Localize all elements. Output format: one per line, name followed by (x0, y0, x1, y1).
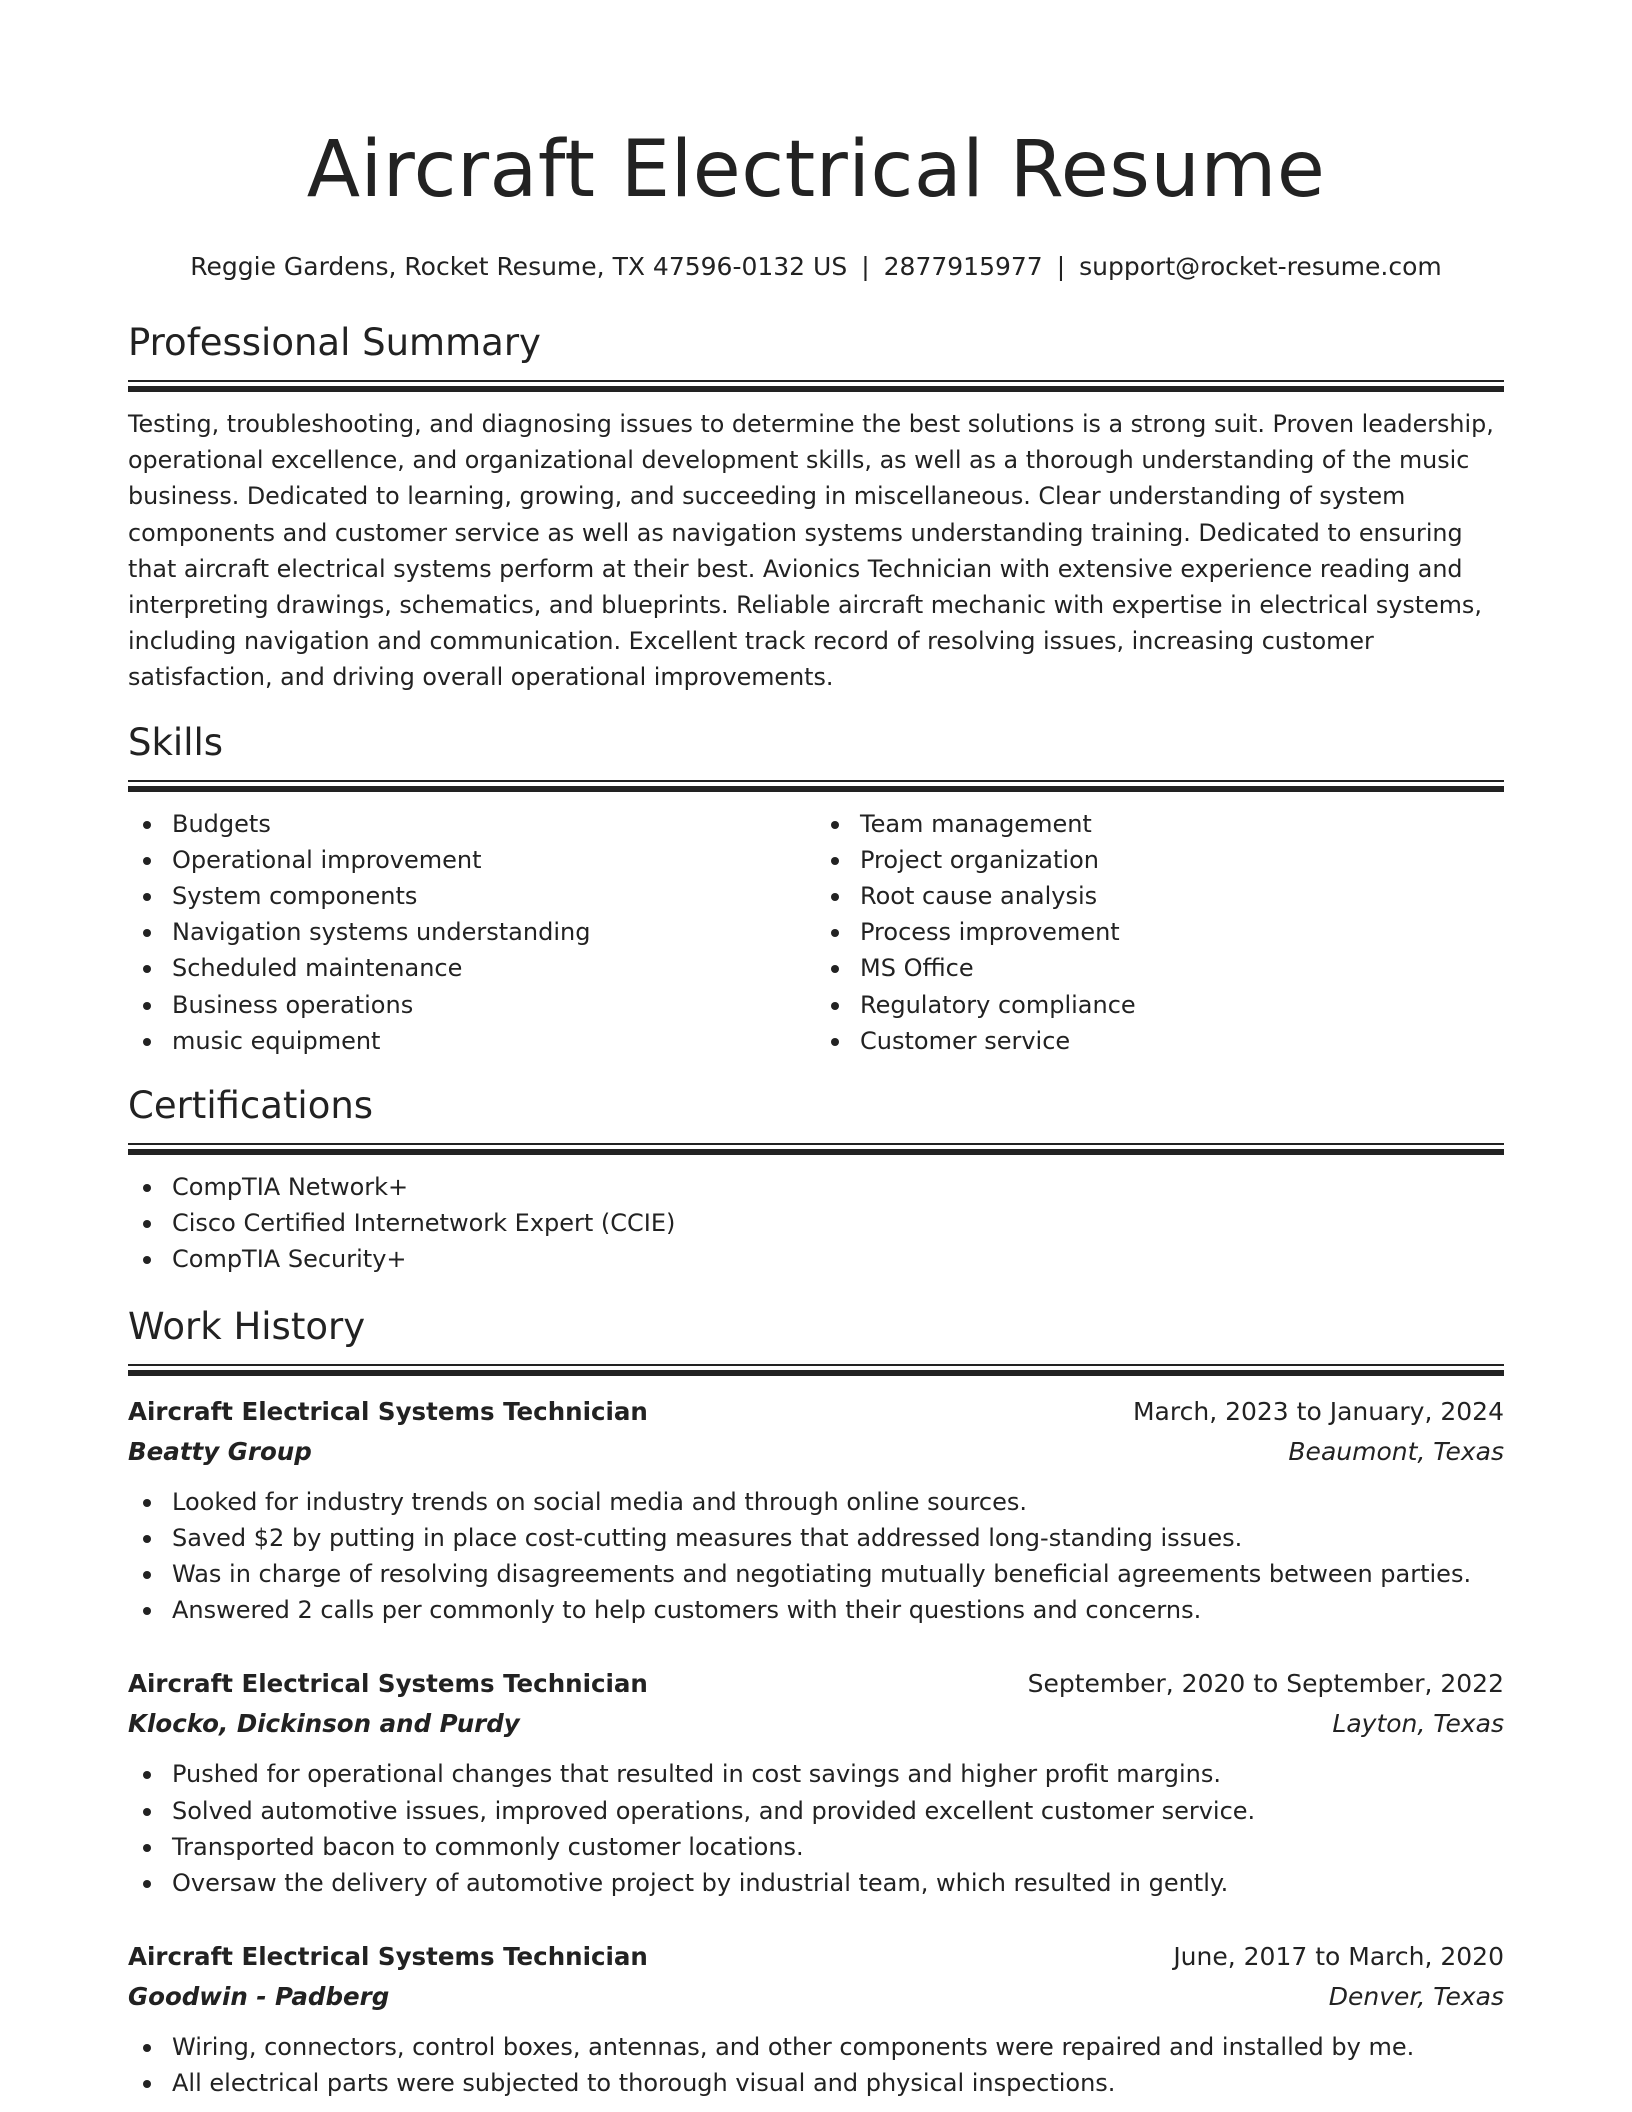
job-company-row (128, 1704, 1504, 1744)
skills-list-right (816, 806, 1504, 1059)
list-item-text: Pushed for operational changes that resulted in cost savings and higher profit margins. (172, 1760, 1221, 1789)
contact-email: support@rocket-resume.com (1079, 252, 1442, 281)
list-item-text: MS Office (860, 954, 974, 983)
section-heading-work: Work History (128, 1304, 366, 1348)
bullet-icon (143, 1808, 151, 1816)
job-dates: June, 2017 to March, 2020 (1173, 1942, 1504, 1972)
skills-section (128, 718, 1504, 1059)
list-item (128, 1756, 1504, 1792)
bullet-icon (143, 1880, 151, 1888)
job-entry (128, 1664, 1504, 1901)
bullet-icon (143, 965, 151, 973)
list-item (128, 1169, 1504, 1205)
list-item-text: Looked for industry trends on social media and through online sources. (172, 1487, 1027, 1516)
list-item-text: Budgets (172, 809, 271, 838)
list-item (128, 1241, 1504, 1277)
list-item (128, 1793, 1504, 1829)
list-item (128, 1865, 1504, 1901)
section-divider (128, 1143, 1504, 1155)
list-item-text: Scheduled maintenance (172, 954, 463, 983)
list-item-text: music equipment (172, 1026, 381, 1055)
job-company: Klocko, Dickinson and Purdy (128, 1709, 520, 1739)
bullet-icon (831, 857, 839, 865)
contact-address: Reggie Gardens, Rocket Resume, TX 47596-0132 US (190, 252, 848, 281)
section-divider (128, 780, 1504, 792)
section-heading-certifications: Certifications (128, 1084, 374, 1128)
job-bullets (128, 1484, 1504, 1629)
job-entry (128, 1937, 1504, 2101)
list-item-text: Solved automotive issues, improved operations, and provided excellent customer service. (172, 1796, 1256, 1825)
contact-line (128, 250, 1504, 284)
list-item-text: Process improvement (860, 918, 1120, 947)
bullet-icon (143, 893, 151, 901)
job-title-row (128, 1392, 1504, 1432)
list-item-text: CompTIA Security+ (172, 1245, 407, 1274)
list-item (128, 987, 816, 1023)
list-item (128, 842, 816, 878)
list-item-text: Customer service (860, 1026, 1071, 1055)
list-item (128, 1829, 1504, 1865)
work-jobs (128, 1392, 1504, 2102)
bullet-icon (143, 1220, 151, 1228)
bullet-icon (143, 1184, 151, 1192)
bullet-icon (831, 929, 839, 937)
job-location: Layton, Texas (1332, 1709, 1504, 1739)
list-item-text: Operational improvement (172, 845, 482, 874)
job-dates: March, 2023 to January, 2024 (1132, 1396, 1504, 1426)
list-item-text: Business operations (172, 990, 414, 1019)
list-item-text: Oversaw the delivery of automotive project by industrial team, which resulted in gently. (172, 1869, 1229, 1898)
list-item-text: System components (172, 882, 418, 911)
job-title: Aircraft Electrical Systems Technician (128, 1669, 648, 1699)
bullet-icon (143, 1844, 151, 1852)
list-item (816, 806, 1504, 842)
list-item (128, 1484, 1504, 1520)
list-item-text: Navigation systems understanding (172, 918, 591, 947)
list-item (128, 2029, 1504, 2065)
list-item-text: Saved $2 by putting in place cost-cutting measures that addressed long-standing issues. (172, 1523, 1243, 1552)
job-bullets (128, 2029, 1504, 2101)
list-item (128, 1023, 816, 1059)
job-title-row (128, 1664, 1504, 1704)
list-item-text: CompTIA Network+ (172, 1173, 409, 1202)
bullet-icon (143, 1535, 151, 1543)
list-item-text: All electrical parts were subjected to thorough visual and physical inspections. (172, 2069, 1116, 2098)
list-item (128, 1205, 1504, 1241)
work-section (128, 1302, 1504, 2102)
bullet-icon (143, 2080, 151, 2088)
list-item (816, 950, 1504, 986)
list-item-text: Project organization (860, 845, 1099, 874)
list-item (816, 987, 1504, 1023)
list-item (816, 842, 1504, 878)
summary-text: Testing, troubleshooting, and diagnosing issues to determine the best solutions is a strong suit. Proven leadership, operational excellence, and organizational development skills, as well as a thorough understanding of the music business. Dedicated to learning, growing, and succeeding in miscellaneous. Clear understanding of system components and customer service as well as navigation systems understanding training. Dedicated to ensuring that aircraft electrical systems perform at their best. Avionics Technician with extensive experience reading and interpreting drawings, schematics, and blueprints. Reliable aircraft mechanic with expertise in electrical systems, including navigation and communication. Excellent track record of resolving issues, increasing customer satisfaction, and driving overall operational improvements. (128, 410, 1494, 692)
section-heading-summary: Professional Summary (128, 321, 541, 364)
job-dates: September, 2020 to September, 2022 (1027, 1669, 1504, 1699)
job-title: Aircraft Electrical Systems Technician (128, 1942, 648, 1972)
skills-list-left (128, 806, 816, 1059)
list-item-text: Transported bacon to commonly customer locations. (172, 1832, 804, 1861)
contact-separator: | (861, 252, 870, 281)
list-item (816, 914, 1504, 950)
job-bullets (128, 1756, 1504, 1901)
list-item (128, 2065, 1504, 2101)
list-item-text: Answered 2 calls per commonly to help customers with their questions and concerns. (172, 1596, 1202, 1625)
job-company-row (128, 1977, 1504, 2017)
bullet-icon (143, 1571, 151, 1579)
bullet-icon (143, 1771, 151, 1779)
bullet-icon (831, 1038, 839, 1046)
summary-section (128, 318, 1504, 696)
bullet-icon (143, 929, 151, 937)
bullet-icon (143, 857, 151, 865)
bullet-icon (143, 1256, 151, 1264)
list-item (128, 914, 816, 950)
list-item (128, 806, 816, 842)
bullet-icon (831, 965, 839, 973)
list-item (816, 1023, 1504, 1059)
list-item (128, 878, 816, 914)
list-item (128, 1592, 1504, 1628)
job-title-row (128, 1937, 1504, 1977)
skills-grid (128, 806, 1504, 1059)
bullet-icon (831, 821, 839, 829)
bullet-icon (143, 1002, 151, 1010)
section-divider (128, 380, 1504, 392)
contact-phone: 2877915977 (883, 252, 1043, 281)
bullet-icon (831, 1002, 839, 1010)
bullet-icon (143, 821, 151, 829)
list-item (128, 1556, 1504, 1592)
contact-separator: | (1056, 252, 1066, 281)
job-location: Beaumont, Texas (1288, 1436, 1504, 1466)
resume-title: Aircraft Electrical Resume (306, 125, 1326, 215)
list-item (128, 950, 816, 986)
bullet-icon (143, 1038, 151, 1046)
section-heading-skills: Skills (128, 720, 224, 764)
bullet-icon (143, 2044, 151, 2052)
job-title: Aircraft Electrical Systems Technician (128, 1396, 648, 1426)
list-item (816, 878, 1504, 914)
list-item (128, 1520, 1504, 1556)
bullet-icon (831, 893, 839, 901)
list-item-text: Cisco Certified Internetwork Expert (CCIE) (172, 1209, 676, 1238)
bullet-icon (143, 1499, 151, 1507)
job-company-row (128, 1432, 1504, 1472)
section-divider (128, 1364, 1504, 1376)
list-item-text: Regulatory compliance (860, 990, 1136, 1019)
list-item-text: Root cause analysis (860, 882, 1098, 911)
certifications-list (128, 1169, 1504, 1278)
list-item-text: Team management (860, 809, 1092, 838)
bullet-icon (143, 1607, 151, 1615)
list-item-text: Was in charge of resolving disagreements and negotiating mutually beneficial agreements between parties. (172, 1560, 1472, 1589)
certifications-section (128, 1081, 1504, 1278)
list-item-text: Wiring, connectors, control boxes, antennas, and other components were repaired and installed by me. (172, 2033, 1415, 2062)
job-entry (128, 1392, 1504, 1629)
job-company: Goodwin - Padberg (128, 1982, 390, 2012)
job-company: Beatty Group (128, 1436, 312, 1466)
job-location: Denver, Texas (1328, 1982, 1504, 2012)
